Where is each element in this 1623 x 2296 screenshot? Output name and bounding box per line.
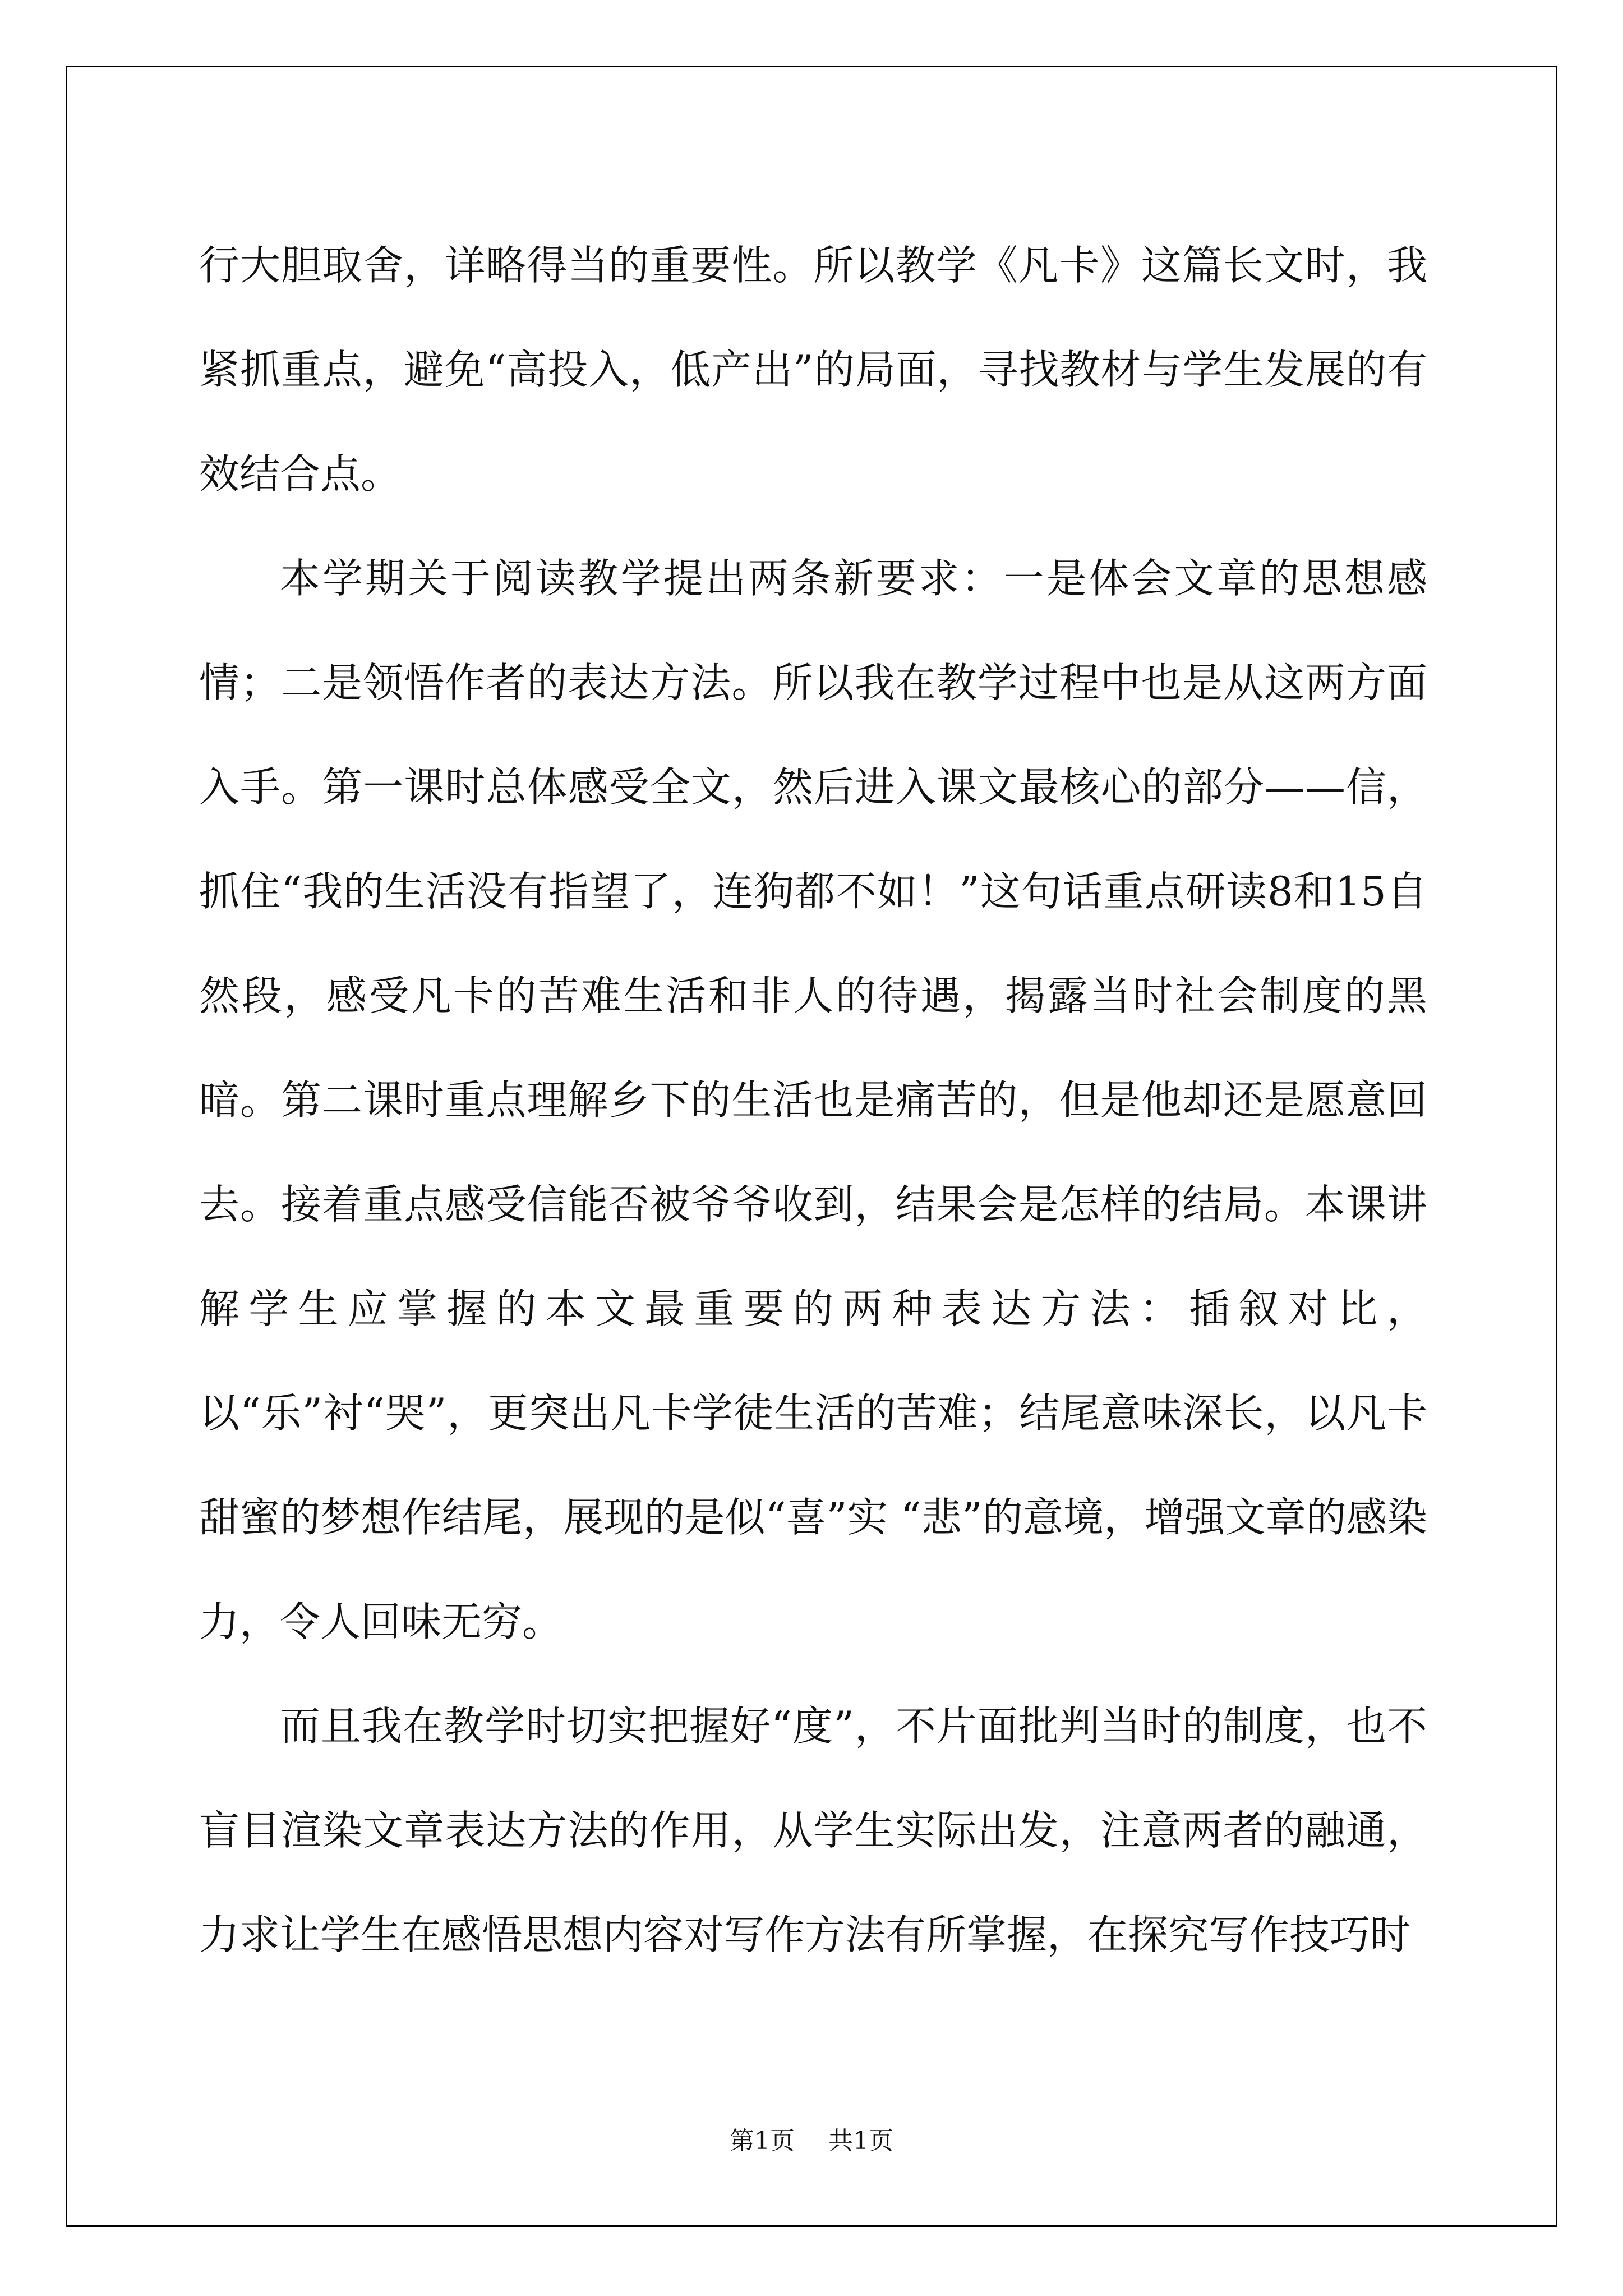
paragraph-2: 本学期关于阅读教学提出两条新要求：一是体会文章的思想感情；二是领悟作者的表达方法。所以我在教学过程中也是从这两方面入手。第一课时总体感受全文，然后进入课文最核心的部分——信，抓住“我的生活没有指望了，连狗都不如！”这句话重点研读8和15自然段，感受凡卡的苦难生活和非人的待遇，揭露当时社会制度的黑暗。第二课时重点理解乡下的生活也是痛苦的，但是他却还是愿意回去。接着重点感受信能否被爷爷收到，结果会是怎样的结局。本课讲解学生应掌握的本文最重要的两种表达方法：插叙对比，以“乐”衬“哭”，更突出凡卡学徒生活的苦难；结尾意味深长，以凡卡甜蜜的梦想作结尾，展现的是似“喜”实 “悲”的意境，增强文章的感染力，令人回味无穷。	[199, 555, 1427, 1645]
page-total: 共1页	[828, 2127, 893, 2155]
paragraph-1: 行大胆取舍，详略得当的重要性。所以教学《凡卡》这篇长文时，我紧抓重点，避免“高投入，低产出”的局面，寻找教材与学生发展的有效结合点。	[199, 242, 1427, 498]
document-body	[199, 213, 1427, 1987]
page-number: 第1页	[730, 2127, 795, 2155]
paragraph-3: 而且我在教学时切实把握好“度”，不片面批判当时的制度，也不盲目渲染文章表达方法的作用，从学生实际出发，注意两者的融通，力求让学生在感悟思想内容对写作方法有所掌握，在探究写作技巧时	[199, 1703, 1427, 1958]
page-footer	[0, 2120, 1623, 2156]
